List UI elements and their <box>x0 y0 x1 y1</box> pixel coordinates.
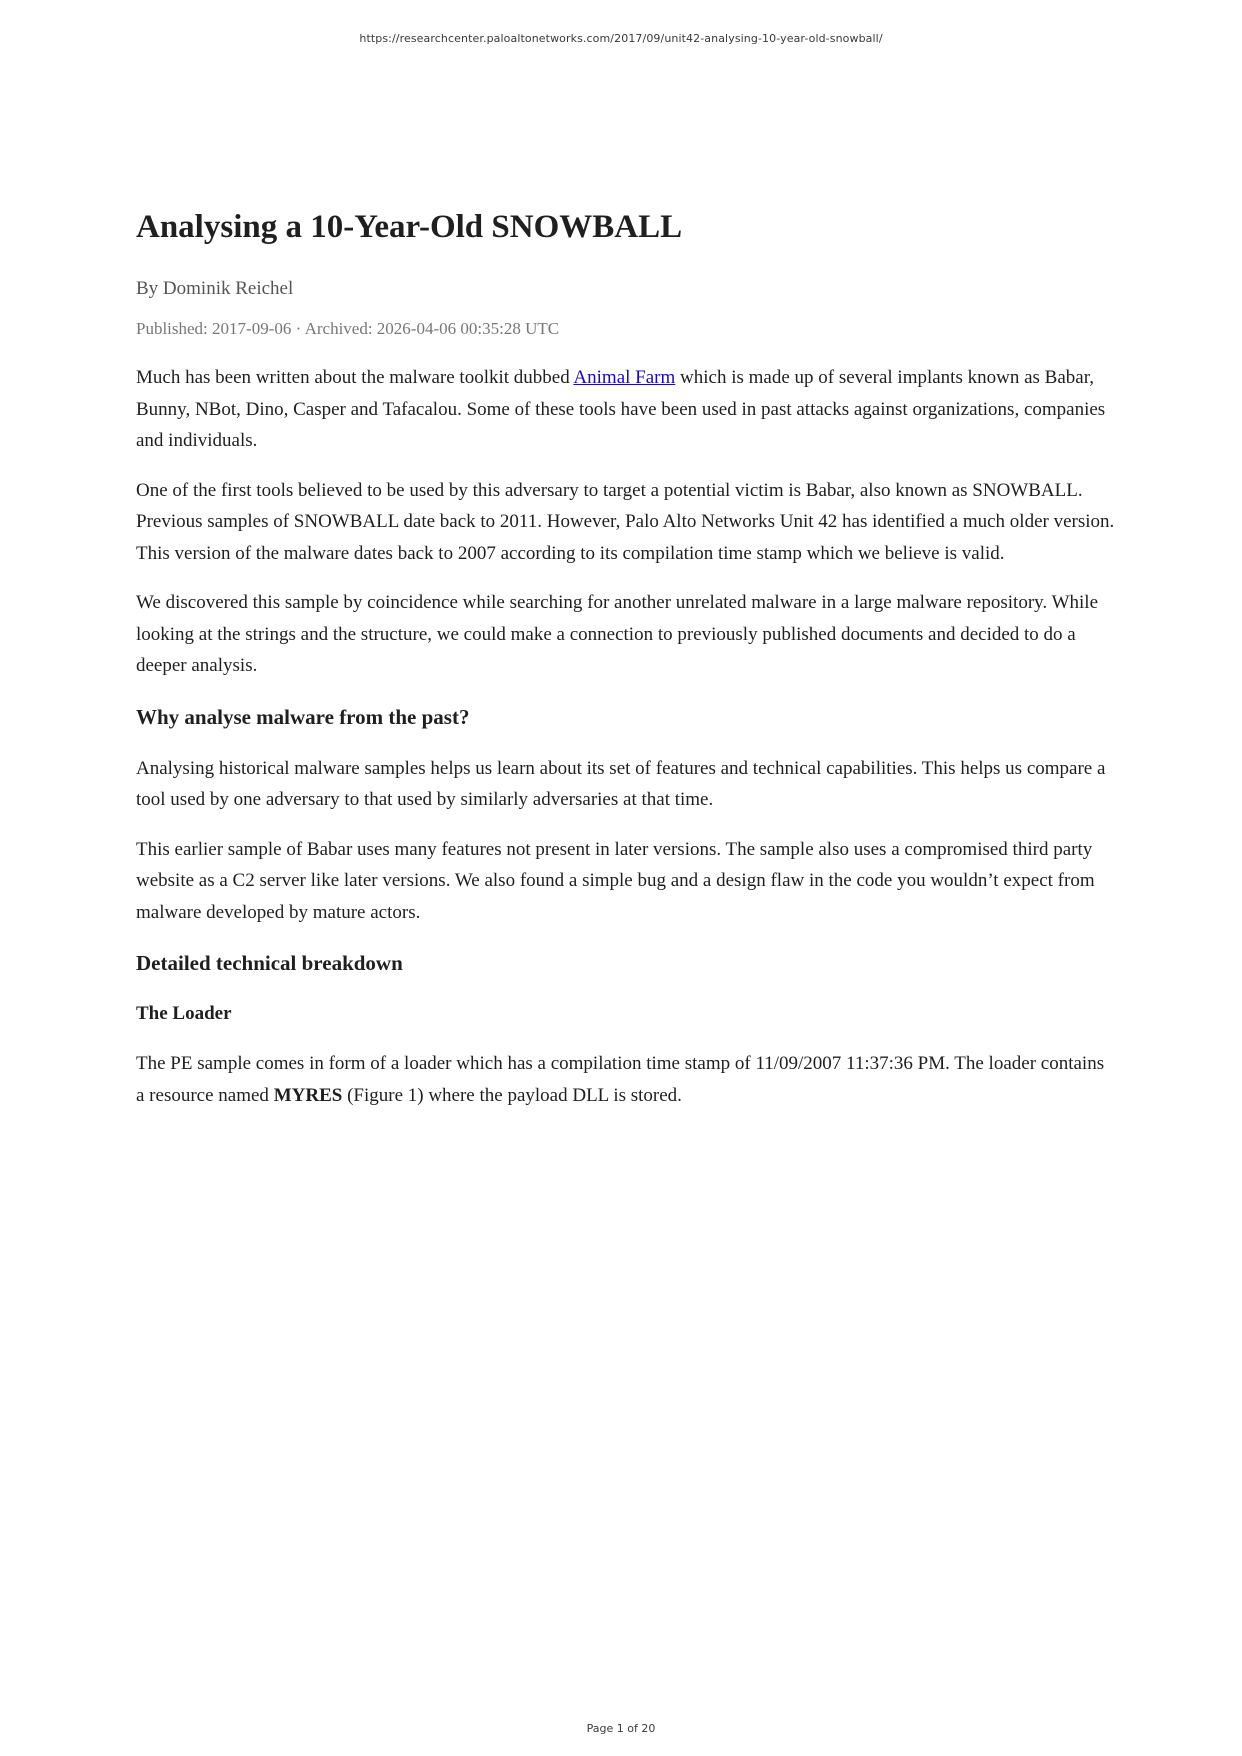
paragraph-intro-before-link: Much has been written about the malware toolkit dubbed <box>136 367 574 388</box>
article-title: Analysing a 10-Year-Old SNOWBALL <box>136 209 683 245</box>
paragraph-intro-after-link: which is made up of several implants known as Babar, Bunny, NBot, Dino, Casper and Tafacalou. Some of these tools have been used in past attacks against organizations, companies and individuals. <box>136 367 1106 451</box>
page-url-header: https://researchcenter.paloaltonetworks.com/2017/09/unit42-analysing-10-year-old-snowball/ <box>359 32 883 45</box>
animal-farm-link[interactable]: Animal Farm <box>573 367 676 388</box>
paragraph-historical: Analysing historical malware samples helps us learn about its set of features and technical capabilities. This helps us compare a tool used by one adversary to that used by similarly adversaries at that time. <box>136 757 1106 810</box>
article-meta: Published: 2017-09-06 · Archived: 2026-04-06 00:35:28 UTC <box>136 319 560 338</box>
paragraph-discovery: We discovered this sample by coincidence while searching for another unrelated malware in a large malware repository. While looking at the strings and the structure, we could make a connection to previously published documents and decided to do a deeper analysis. <box>136 592 1098 676</box>
heading-technical-breakdown: Detailed technical breakdown <box>136 951 403 975</box>
paragraph-loader-after-bold: (Figure 1) where the payload DLL is stored. <box>342 1084 682 1106</box>
paragraph-snowball: One of the first tools believed to be used by this adversary to target a potential victim is Babar, also known as SNOWBALL. Previous samples of SNOWBALL date back to 2011. However, Palo Alto Networks Unit 42 has identified a much older version. This version of the malware dates back to 2007 according to its compilation time stamp which we believe is valid. <box>136 479 1115 564</box>
paragraph-earlier-sample: This earlier sample of Babar uses many features not present in later versions. The sample also uses a compromised third party website as a C2 server like later versions. We also found a simple bug and a design flaw in the code you wouldn’t expect from malware developed by mature actors. <box>136 838 1095 923</box>
article <box>136 203 1116 1111</box>
resource-name-myres: MYRES <box>273 1084 343 1106</box>
heading-the-loader: The Loader <box>136 1003 232 1024</box>
paragraph-loader-before-bold: The PE sample comes in form of a loader which has a compilation time stamp of 11/09/2007 11:37:36 PM. The loader contains a resource named <box>136 1053 1105 1106</box>
paragraph-intro <box>136 362 1116 457</box>
heading-why-analyse: Why analyse malware from the past? <box>136 704 470 729</box>
article-byline: By Dominik Reichel <box>136 278 294 299</box>
page-number: Page 1 of 20 <box>586 1722 656 1735</box>
paragraph-loader <box>136 1048 1116 1111</box>
